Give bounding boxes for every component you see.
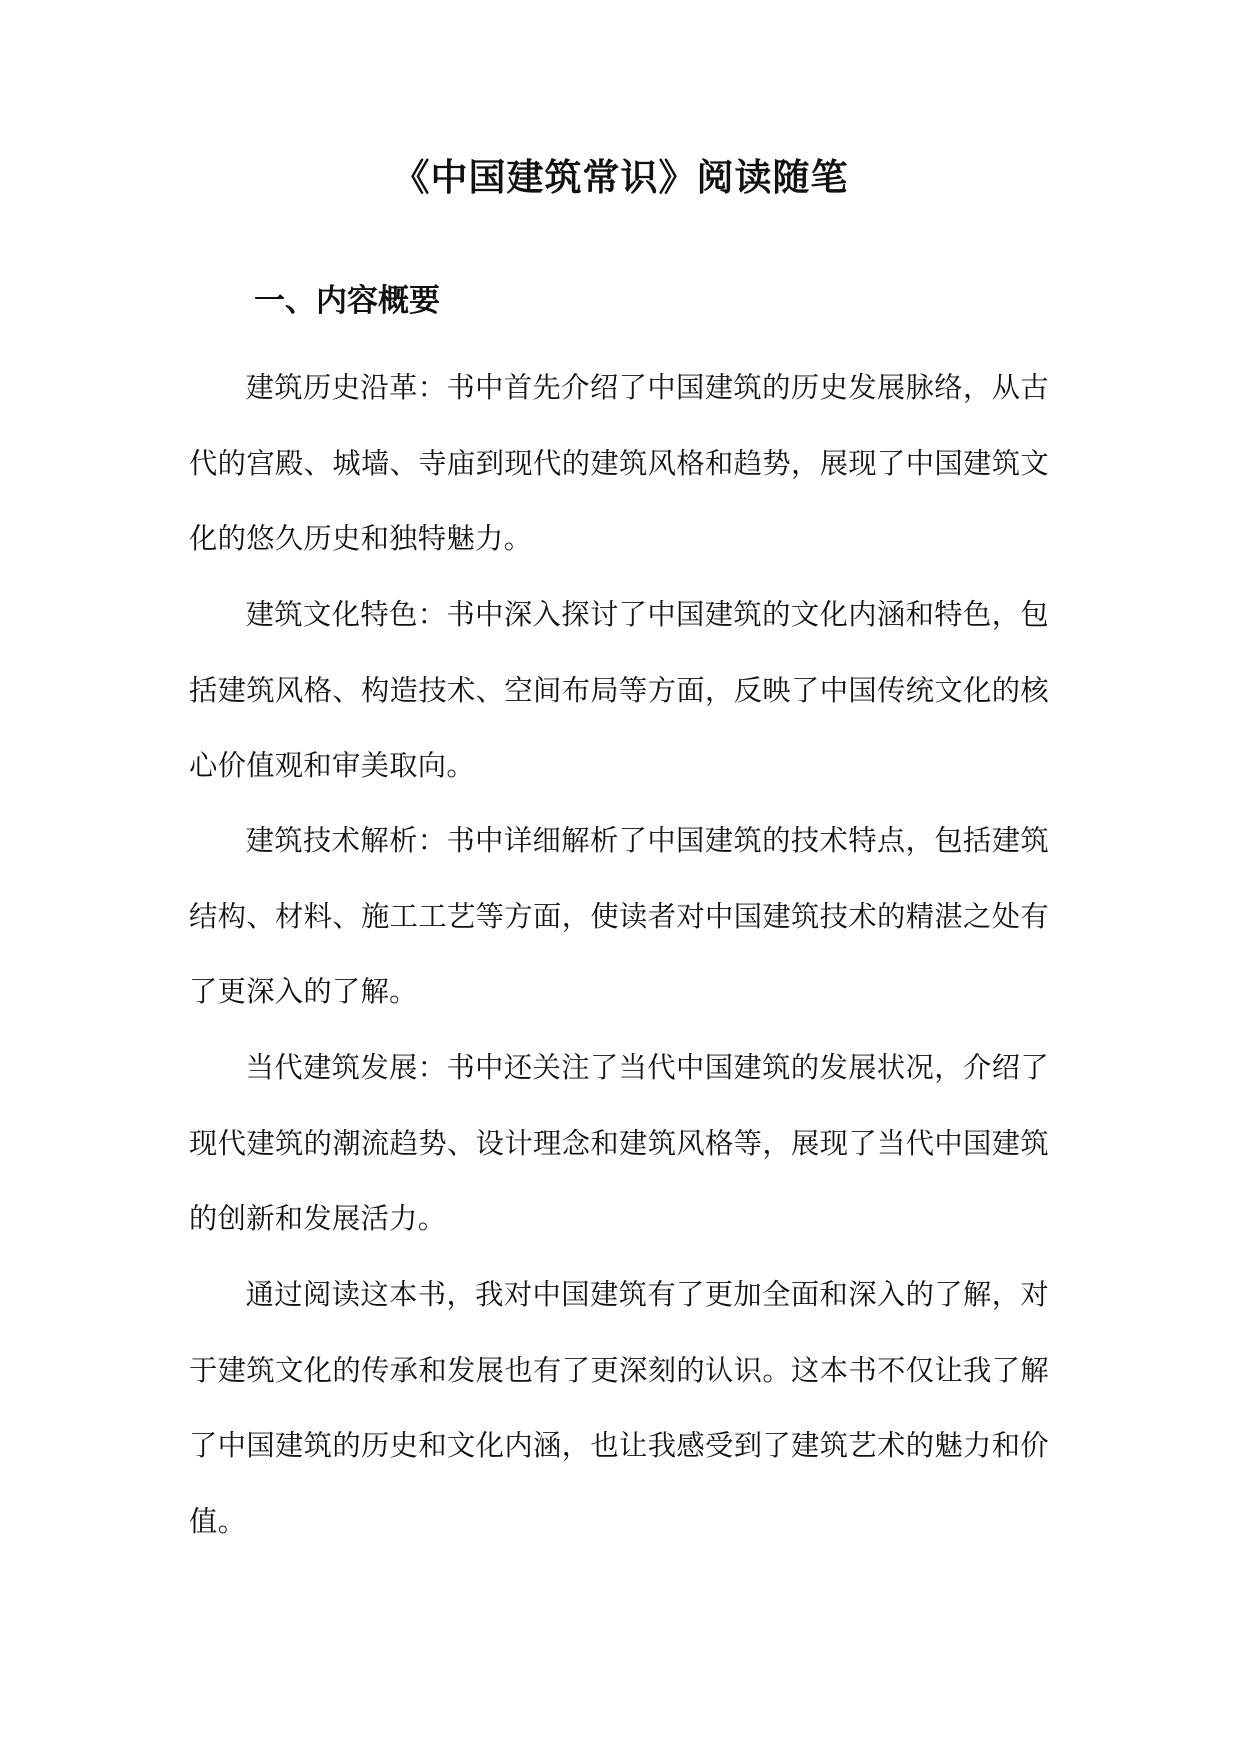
paragraph-architecture-technology: 建筑技术解析：书中详细解析了中国建筑的技术特点，包括建筑结构、材料、施工工艺等方面，使读者对中国建筑技术的精湛之处有了更深入的了解。 [189,824,1049,1008]
paragraph-architecture-culture: 建筑文化特色：书中深入探讨了中国建筑的文化内涵和特色，包括建筑风格、构造技术、空间布局等方面，反映了中国传统文化的核心价值观和审美取向。 [189,598,1049,782]
paragraph-architecture-history: 建筑历史沿革：书中首先介绍了中国建筑的历史发展脉络，从古代的宫殿、城墙、寺庙到现代的建筑风格和趋势，展现了中国建筑文化的悠久历史和独特魅力。 [189,371,1049,555]
section-heading: 一、内容概要 [254,283,440,319]
paragraph-reading-reflection: 通过阅读这本书，我对中国建筑有了更加全面和深入的了解，对于建筑文化的传承和发展也有了更深刻的认识。这本书不仅让我了解了中国建筑的历史和文化内涵，也让我感受到了建筑艺术的魅力和价值。 [189,1278,1049,1538]
paragraph-contemporary-architecture: 当代建筑发展：书中还关注了当代中国建筑的发展状况，介绍了现代建筑的潮流趋势、设计理念和建筑风格等，展现了当代中国建筑的创新和发展活力。 [189,1051,1049,1235]
page-title: 《中国建筑常识》阅读随笔 [392,156,849,199]
